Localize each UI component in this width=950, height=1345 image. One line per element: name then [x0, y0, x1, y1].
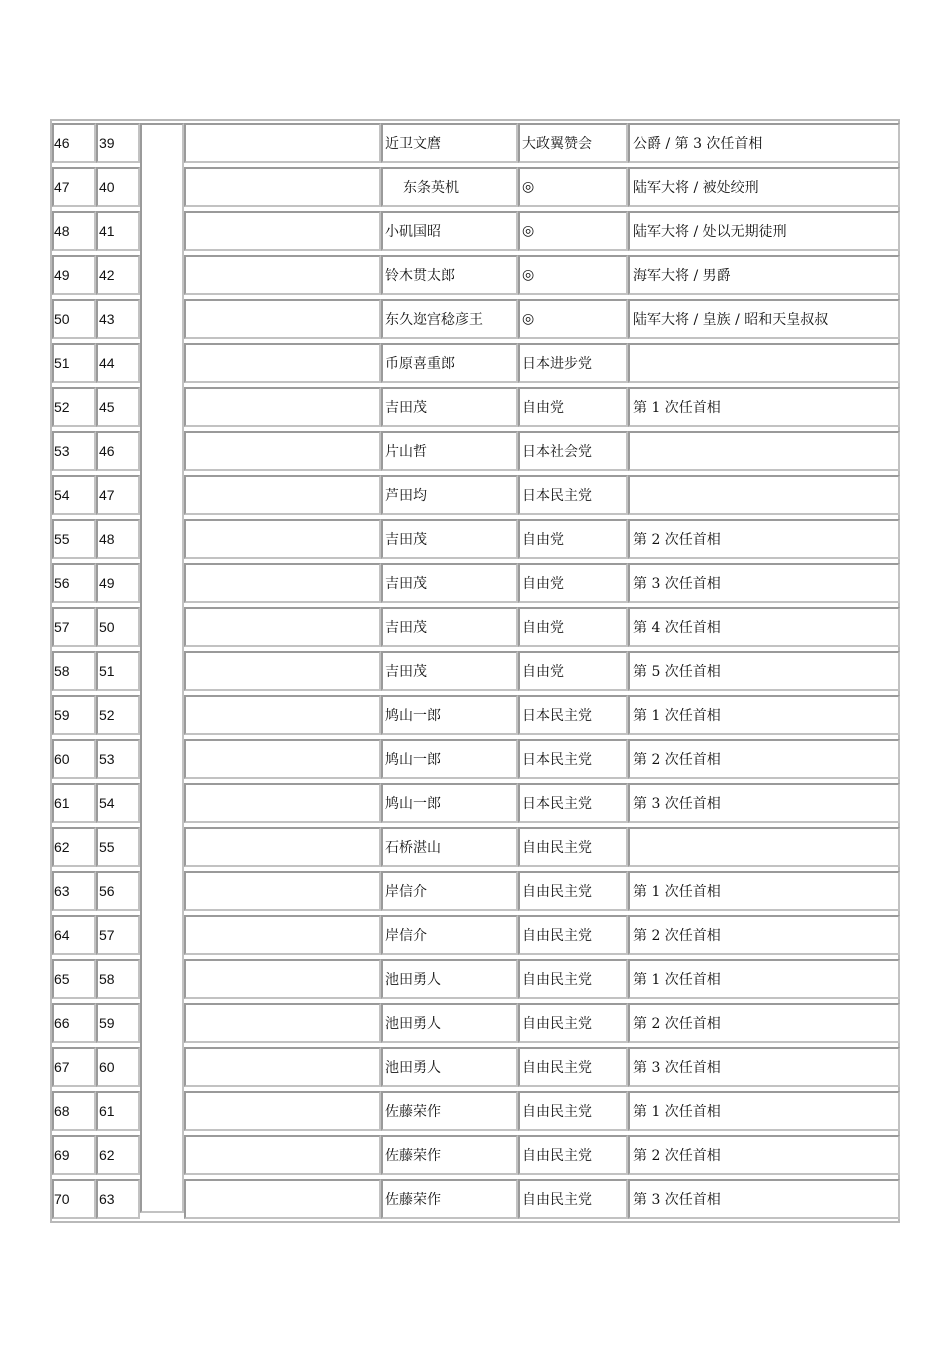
cabinet-number-text: 58 [99, 971, 115, 987]
row-number [52, 299, 96, 339]
row-number [52, 1135, 96, 1175]
pm-name-text: 铃木贯太郎 [385, 268, 455, 284]
note [628, 211, 900, 251]
pm-name [381, 783, 518, 823]
party-text: 自由党 [522, 400, 564, 416]
cabinet-number [96, 607, 140, 647]
row-number [52, 519, 96, 559]
cabinet-number [96, 827, 140, 867]
note [628, 1091, 900, 1131]
party-text: 自由党 [522, 620, 564, 636]
note-text: 第 1 次任首相 [633, 884, 721, 900]
row-number [52, 475, 96, 515]
cabinet-number [96, 1091, 140, 1131]
cabinet-number-text: 54 [99, 795, 115, 811]
row-number [52, 827, 96, 867]
row-number [52, 255, 96, 295]
row-number-text: 70 [54, 1191, 70, 1207]
cabinet-number-text: 45 [99, 399, 115, 415]
row-number-text: 62 [54, 839, 70, 855]
party-text: 自由民主党 [522, 928, 592, 944]
pm-name [381, 871, 518, 911]
pm-name-text: 池田勇人 [385, 972, 441, 988]
note-text: 第 2 次任首相 [633, 532, 721, 548]
party [518, 1135, 628, 1175]
cabinet-number-text: 52 [99, 707, 115, 723]
row-number [52, 739, 96, 779]
note-text: 陆军大将 / 被处绞刑 [633, 180, 759, 196]
cabinet-number [96, 123, 140, 163]
party-text: 日本民主党 [522, 488, 592, 504]
table-row [52, 913, 898, 957]
cabinet-number [96, 1003, 140, 1043]
pm-name [381, 519, 518, 559]
party [518, 871, 628, 911]
note-text: 第 1 次任首相 [633, 400, 721, 416]
note-text: 第 2 次任首相 [633, 752, 721, 768]
pm-name [381, 827, 518, 867]
pm-name-text: 芦田均 [385, 488, 427, 504]
cabinet-number [96, 871, 140, 911]
pm-name-text: 鸠山一郎 [385, 752, 441, 768]
pm-name-text: 东条英机 [403, 180, 459, 196]
cabinet-number [96, 255, 140, 295]
cabinet-number-text: 43 [99, 311, 115, 327]
row-number [52, 783, 96, 823]
party-text: 日本社会党 [522, 444, 592, 460]
note-text: 陆军大将 / 皇族 / 昭和天皇叔叔 [633, 312, 829, 328]
party-text: 自由党 [522, 664, 564, 680]
pm-name [381, 1003, 518, 1043]
pm-name [381, 167, 518, 207]
row-number-text: 53 [54, 443, 70, 459]
table-row [52, 517, 898, 561]
party [518, 519, 628, 559]
cabinet-number [96, 651, 140, 691]
note-text: 第 1 次任首相 [633, 1104, 721, 1120]
note [628, 827, 900, 867]
cabinet-number [96, 343, 140, 383]
table-row [52, 737, 898, 781]
party [518, 211, 628, 251]
note [628, 431, 900, 471]
party-text: 日本民主党 [522, 752, 592, 768]
blank-cell [184, 475, 381, 515]
pm-name-text: 吉田茂 [385, 576, 427, 592]
cabinet-number [96, 211, 140, 251]
party-text: 自由民主党 [522, 1148, 592, 1164]
note-text: 第 2 次任首相 [633, 928, 721, 944]
party [518, 431, 628, 471]
pm-name [381, 1135, 518, 1175]
cabinet-number [96, 959, 140, 999]
party-text: ◎ [522, 223, 535, 239]
table-row [52, 649, 898, 693]
row-number-text: 56 [54, 575, 70, 591]
table-row [52, 165, 898, 209]
row-number [52, 211, 96, 251]
pm-name-text: 吉田茂 [385, 400, 427, 416]
cabinet-number-text: 49 [99, 575, 115, 591]
pm-name-text: 东久迩宫稔彦王 [385, 312, 483, 328]
party [518, 959, 628, 999]
row-number-text: 61 [54, 795, 70, 811]
table-row [52, 209, 898, 253]
party [518, 123, 628, 163]
pm-name [381, 387, 518, 427]
pm-name [381, 1047, 518, 1087]
cabinet-number [96, 739, 140, 779]
table-row [52, 429, 898, 473]
party-text: 自由民主党 [522, 840, 592, 856]
party-text: 日本民主党 [522, 796, 592, 812]
row-number-text: 46 [54, 135, 70, 151]
blank-cell [184, 1179, 381, 1219]
cabinet-number-text: 60 [99, 1059, 115, 1075]
note [628, 1047, 900, 1087]
cabinet-number [96, 299, 140, 339]
blank-cell [184, 607, 381, 647]
row-number-text: 50 [54, 311, 70, 327]
row-number [52, 607, 96, 647]
note-text: 海军大将 / 男爵 [633, 268, 731, 284]
pm-name [381, 607, 518, 647]
blank-cell [184, 959, 381, 999]
note-text: 第 3 次任首相 [633, 1060, 721, 1076]
blank-cell [184, 827, 381, 867]
party [518, 607, 628, 647]
blank-cell [184, 651, 381, 691]
note-text: 陆军大将 / 处以无期徒刑 [633, 224, 787, 240]
cabinet-number [96, 1047, 140, 1087]
note-text: 第 2 次任首相 [633, 1148, 721, 1164]
blank-cell [184, 123, 381, 163]
party-text: 自由党 [522, 576, 564, 592]
row-number-text: 58 [54, 663, 70, 679]
note [628, 1003, 900, 1043]
table-row [52, 473, 898, 517]
pm-name [381, 563, 518, 603]
note-text: 第 3 次任首相 [633, 796, 721, 812]
blank-cell [184, 915, 381, 955]
cabinet-number-text: 57 [99, 927, 115, 943]
table-body [52, 121, 898, 1221]
row-number-text: 69 [54, 1147, 70, 1163]
party [518, 299, 628, 339]
party [518, 783, 628, 823]
party [518, 739, 628, 779]
row-number-text: 52 [54, 399, 70, 415]
party [518, 915, 628, 955]
note-text: 第 4 次任首相 [633, 620, 721, 636]
table-row [52, 693, 898, 737]
party [518, 387, 628, 427]
pm-name-text: 吉田茂 [385, 532, 427, 548]
note [628, 1135, 900, 1175]
party-text: 自由民主党 [522, 884, 592, 900]
row-number-text: 64 [54, 927, 70, 943]
note [628, 475, 900, 515]
party-text: 大政翼赞会 [522, 136, 592, 152]
row-number-text: 54 [54, 487, 70, 503]
blank-cell [184, 387, 381, 427]
note [628, 563, 900, 603]
row-number [52, 387, 96, 427]
table-row [52, 781, 898, 825]
cabinet-number [96, 1179, 140, 1219]
blank-cell [184, 563, 381, 603]
row-number [52, 343, 96, 383]
pm-name-text: 池田勇人 [385, 1060, 441, 1076]
blank-cell [184, 299, 381, 339]
table-row [52, 297, 898, 341]
note-text: 第 5 次任首相 [633, 664, 721, 680]
cabinet-number [96, 1135, 140, 1175]
row-number [52, 123, 96, 163]
blank-cell [184, 255, 381, 295]
note [628, 1179, 900, 1219]
note [628, 871, 900, 911]
prime-minister-table [50, 119, 900, 1223]
cabinet-number-text: 41 [99, 223, 115, 239]
table-row [52, 341, 898, 385]
party-text: 自由民主党 [522, 1016, 592, 1032]
note-text: 第 3 次任首相 [633, 1192, 721, 1208]
row-number [52, 915, 96, 955]
note-text: 公爵 / 第 3 次任首相 [633, 136, 763, 152]
row-number [52, 959, 96, 999]
cabinet-number-text: 42 [99, 267, 115, 283]
row-number-text: 48 [54, 223, 70, 239]
pm-name [381, 343, 518, 383]
row-number-text: 60 [54, 751, 70, 767]
pm-name-text: 片山哲 [385, 444, 427, 460]
row-number [52, 651, 96, 691]
cabinet-number-text: 56 [99, 883, 115, 899]
blank-cell [184, 1003, 381, 1043]
row-number [52, 563, 96, 603]
pm-name [381, 695, 518, 735]
blank-cell [184, 343, 381, 383]
party [518, 1047, 628, 1087]
row-number-text: 51 [54, 355, 70, 371]
row-number [52, 871, 96, 911]
row-number-text: 49 [54, 267, 70, 283]
blank-cell [184, 519, 381, 559]
pm-name-text: 岸信介 [385, 928, 427, 944]
pm-name-text: 鸠山一郎 [385, 708, 441, 724]
pm-name-text: 鸠山一郎 [385, 796, 441, 812]
note [628, 651, 900, 691]
row-number [52, 695, 96, 735]
pm-name-text: 币原喜重郎 [385, 356, 455, 372]
party [518, 563, 628, 603]
row-number [52, 1179, 96, 1219]
pm-name-text: 小矶国昭 [385, 224, 441, 240]
note [628, 387, 900, 427]
cabinet-number [96, 167, 140, 207]
row-number [52, 167, 96, 207]
pm-name [381, 123, 518, 163]
party-text: 自由党 [522, 532, 564, 548]
table-row [52, 605, 898, 649]
cabinet-number-text: 61 [99, 1103, 115, 1119]
pm-name-text: 佐藤荣作 [385, 1148, 441, 1164]
pm-name-text: 石桥湛山 [385, 840, 441, 856]
row-number-text: 55 [54, 531, 70, 547]
pm-name [381, 1179, 518, 1219]
row-number [52, 431, 96, 471]
cabinet-number-text: 62 [99, 1147, 115, 1163]
pm-name [381, 739, 518, 779]
row-number-text: 65 [54, 971, 70, 987]
pm-name-text: 吉田茂 [385, 620, 427, 636]
table-row [52, 253, 898, 297]
party [518, 343, 628, 383]
pm-name [381, 211, 518, 251]
row-number [52, 1047, 96, 1087]
party [518, 167, 628, 207]
pm-name-text: 岸信介 [385, 884, 427, 900]
pm-name-text: 近卫文麿 [385, 136, 441, 152]
table-row [52, 1089, 898, 1133]
party-text: 自由民主党 [522, 1060, 592, 1076]
cabinet-number [96, 475, 140, 515]
note [628, 167, 900, 207]
note [628, 607, 900, 647]
cabinet-number [96, 387, 140, 427]
cabinet-number-text: 47 [99, 487, 115, 503]
pm-name [381, 475, 518, 515]
cabinet-number-text: 39 [99, 135, 115, 151]
blank-cell [184, 1091, 381, 1131]
cabinet-number-text: 59 [99, 1015, 115, 1031]
note [628, 299, 900, 339]
cabinet-number-text: 48 [99, 531, 115, 547]
note [628, 915, 900, 955]
table-row [52, 825, 898, 869]
pm-name [381, 1091, 518, 1131]
row-number [52, 1003, 96, 1043]
cabinet-number-text: 51 [99, 663, 115, 679]
note [628, 695, 900, 735]
party-text: ◎ [522, 267, 535, 283]
blank-cell [184, 1135, 381, 1175]
cabinet-number-text: 50 [99, 619, 115, 635]
note [628, 123, 900, 163]
blank-cell [184, 1047, 381, 1087]
row-number-text: 66 [54, 1015, 70, 1031]
pm-name-text: 吉田茂 [385, 664, 427, 680]
table-row [52, 121, 898, 165]
pm-name-text: 佐藤荣作 [385, 1104, 441, 1120]
table-row [52, 1133, 898, 1177]
cabinet-number [96, 695, 140, 735]
table-row [52, 869, 898, 913]
party-text: 日本民主党 [522, 708, 592, 724]
note [628, 959, 900, 999]
cabinet-number-text: 46 [99, 443, 115, 459]
row-number-text: 59 [54, 707, 70, 723]
pm-name [381, 651, 518, 691]
party [518, 475, 628, 515]
party [518, 827, 628, 867]
blank-cell [184, 871, 381, 911]
note-text: 第 1 次任首相 [633, 708, 721, 724]
pm-name-text: 佐藤荣作 [385, 1192, 441, 1208]
row-number-text: 57 [54, 619, 70, 635]
table-row [52, 957, 898, 1001]
party-text: ◎ [522, 311, 535, 327]
blank-cell [184, 783, 381, 823]
note-text: 第 1 次任首相 [633, 972, 721, 988]
note [628, 739, 900, 779]
row-number-text: 47 [54, 179, 70, 195]
table-row [52, 1177, 898, 1221]
pm-name [381, 255, 518, 295]
table-row [52, 385, 898, 429]
party [518, 1091, 628, 1131]
cabinet-number [96, 431, 140, 471]
cabinet-number-text: 40 [99, 179, 115, 195]
pm-name [381, 915, 518, 955]
cabinet-number-text: 55 [99, 839, 115, 855]
cabinet-number-text: 63 [99, 1191, 115, 1207]
cabinet-number-text: 53 [99, 751, 115, 767]
row-number-text: 63 [54, 883, 70, 899]
cabinet-number-text: 44 [99, 355, 115, 371]
party-text: 日本进步党 [522, 356, 592, 372]
cabinet-number [96, 519, 140, 559]
note [628, 255, 900, 295]
party [518, 651, 628, 691]
cabinet-number [96, 783, 140, 823]
party-text: 自由民主党 [522, 972, 592, 988]
blank-cell [184, 739, 381, 779]
table-row [52, 1001, 898, 1045]
table-row [52, 1045, 898, 1089]
blank-cell [184, 431, 381, 471]
note [628, 519, 900, 559]
note-text: 第 2 次任首相 [633, 1016, 721, 1032]
party-text: 自由民主党 [522, 1192, 592, 1208]
party-text: 自由民主党 [522, 1104, 592, 1120]
row-number-text: 68 [54, 1103, 70, 1119]
note-text: 第 3 次任首相 [633, 576, 721, 592]
table-row [52, 561, 898, 605]
row-number-text: 67 [54, 1059, 70, 1075]
party-text: ◎ [522, 179, 535, 195]
party [518, 1179, 628, 1219]
cabinet-number [96, 915, 140, 955]
blank-cell [184, 211, 381, 251]
party [518, 1003, 628, 1043]
pm-name [381, 431, 518, 471]
pm-name [381, 299, 518, 339]
cabinet-number [96, 563, 140, 603]
pm-name [381, 959, 518, 999]
blank-cell [184, 167, 381, 207]
pm-name-text: 池田勇人 [385, 1016, 441, 1032]
party [518, 695, 628, 735]
row-number [52, 1091, 96, 1131]
party [518, 255, 628, 295]
note [628, 343, 900, 383]
blank-cell [184, 695, 381, 735]
note [628, 783, 900, 823]
